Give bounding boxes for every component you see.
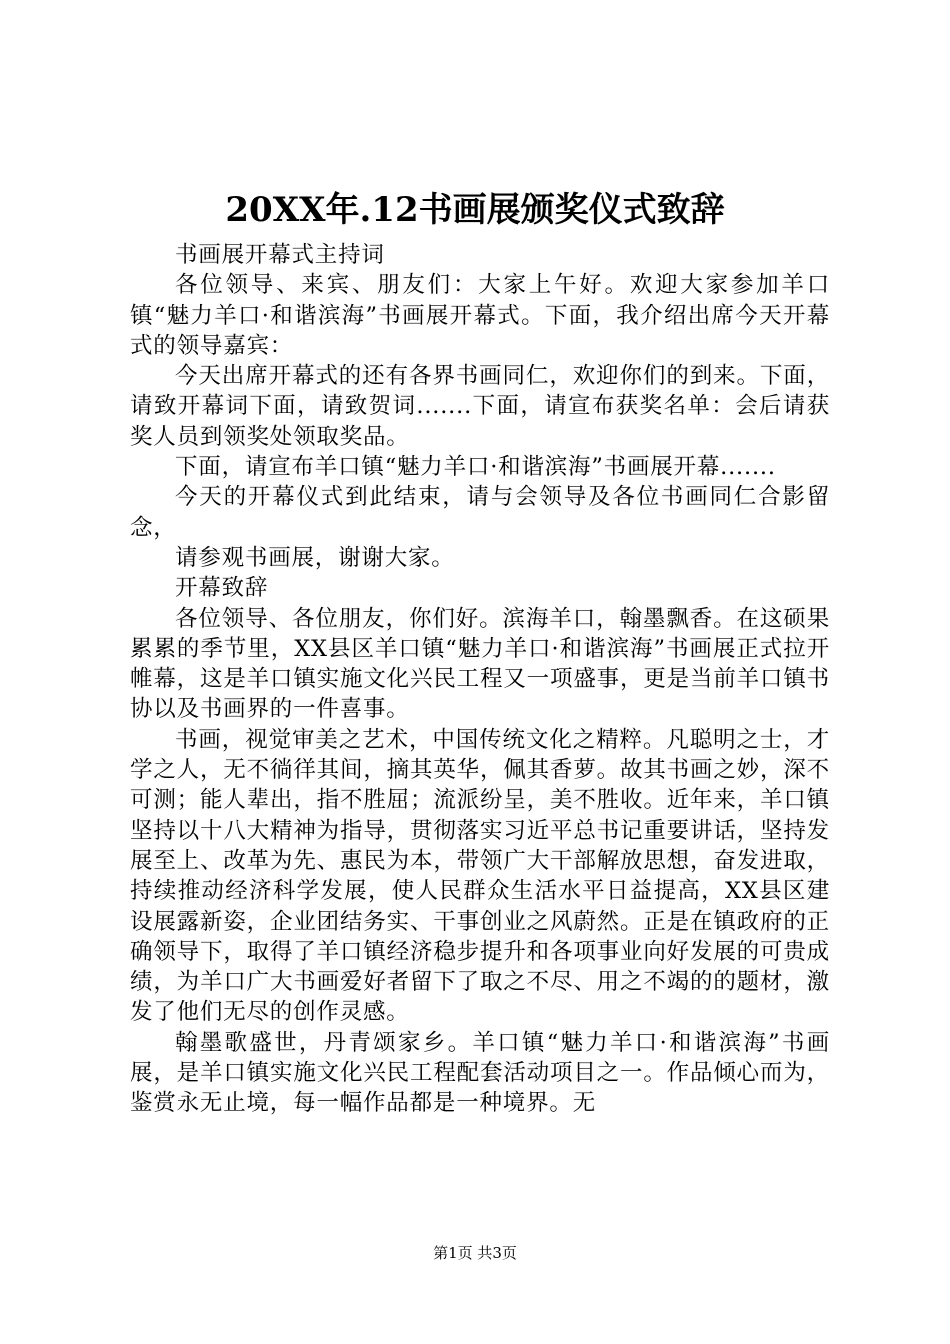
paragraph-speech-exhibition: 翰墨歌盛世，丹青颂家乡。羊口镇“魅力羊口·和谐滨海”书画展，是羊口镇实施文化兴民工程配套活动项目之一。作品倾心而为，鉴赏永无止境，每一幅作品都是一种境界。无 — [130, 1029, 830, 1117]
page-number-label: 第1页 共3页 — [433, 1244, 517, 1262]
page-footer — [0, 1243, 950, 1263]
paragraph-speech-intro: 各位领导、各位朋友，你们好。滨海羊口，翰墨飘香。在这硕果累累的季节里，XX县区羊口镇“魅力羊口·和谐滨海”书画展正式拉开帷幕，这是羊口镇实施文化兴民工程又一项盛事，更是当前羊口镇书协以及书画界的一件喜事。 — [130, 605, 830, 723]
document-title: 20XX年.12书画展颁奖仪式致辞 — [225, 190, 725, 230]
paragraph-host-heading: 书画展开幕式主持词 — [175, 242, 385, 268]
paragraph-closing: 今天的开幕仪式到此结束，请与会领导及各位书画同仁合影留念， — [130, 484, 830, 541]
paragraph-welcome: 各位领导、来宾、朋友们：大家上午好。欢迎大家参加羊口镇“魅力羊口·和谐滨海”书画展开幕式。下面，我介绍出席今天开幕式的领导嘉宾： — [130, 272, 830, 359]
paragraph-guests: 今天出席开幕式的还有各界书画同仁，欢迎你们的到来。下面，请致开幕词下面，请致贺词.......下面，请宣布获奖名单：会后请获奖人员到领奖处领取奖品。 — [130, 363, 830, 450]
document-body — [130, 240, 830, 1119]
paragraph-speech-heading: 开幕致辞 — [175, 575, 269, 602]
paragraph-announce-opening: 下面，请宣布羊口镇“魅力羊口·和谐滨海”书画展开幕....... — [175, 454, 776, 481]
paragraph-speech-art: 书画，视觉审美之艺术，中国传统文化之精粹。凡聪明之士，才学之人，无不徜徉其间，摘其英华，佩其香萝。故其书画之妙，深不可测；能人辈出，指不胜屈；流派纷呈，美不胜收。近年来，羊口镇坚持以十八大精神为指导，贯彻落实习近平总书记重要讲话，坚持发展至上、改革为先、惠民为本，带领广大干部解放思想，奋发进取，持续推动经济科学发展，使人民群众生活水平日益提高，XX县区建设展露新姿，企业团结务实、干事创业之风蔚然。正是在镇政府的正确领导下，取得了羊口镇经济稳步提升和各项事业向好发展的可贵成绩，为羊口广大书画爱好者留下了取之不尽、用之不竭的的题材，激发了他们无尽的创作灵感。 — [130, 726, 830, 1026]
paragraph-visit: 请参观书画展，谢谢大家。 — [175, 544, 455, 571]
